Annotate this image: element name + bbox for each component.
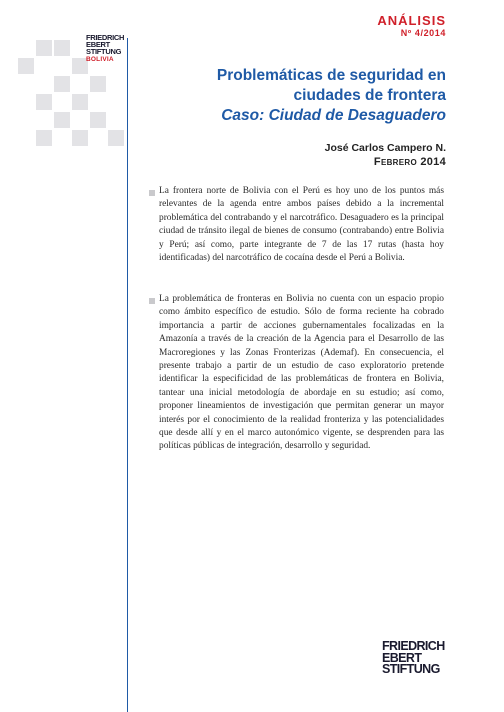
body-paragraph: La problemática de fronteras en Bolivia no cuenta con un espacio propio como ámbito específico de estudio. Sólo de forma reciente ha cobrado importancia a partir de acciones gubernamentales focalizadas en la Amazonía a través de la creación de la Agencia para el Desarrollo de las Macroregiones y las Zonas Fronterizas (Ademaf). En consecuencia, el presente trabajo a partir de un estudio de caso exploratorio pretende identificar la especificidad de las problemáticas de frontera en Bolivia, tantear una inicial metodología de abordaje en su estudio; así como, proponer lineamientos de investigación que permitan generar un mayor interés por el conocimiento de la realidad fronteriza y las potencialidades que desde allí y en el marco autonómico vigente, se desprenden para las políticas públicas de integración, desarrollo y seguridad. (159, 294, 444, 452)
decorative-square (18, 58, 34, 74)
logo-text-line: FRIEDRICH (382, 639, 445, 653)
decorative-square (72, 94, 88, 110)
title-line: Problemáticas de seguridad en (216, 67, 446, 84)
logo-text-line: STIFTUNG (382, 662, 440, 676)
series-number: Nº 4/2014 (400, 28, 446, 38)
vertical-rule (127, 38, 128, 712)
title-subtitle: Caso: Ciudad de Desaguadero (221, 107, 446, 124)
paragraph-bullet (149, 298, 155, 304)
decorative-square (36, 130, 52, 146)
series-name: ANÁLISIS (377, 13, 446, 28)
decorative-square (90, 112, 106, 128)
decorative-square (72, 130, 88, 146)
author-block (325, 141, 446, 169)
decorative-square (108, 130, 124, 146)
logo-text-line: EBERT (86, 40, 110, 49)
decorative-square (54, 76, 70, 92)
document-title (126, 66, 446, 126)
paragraph-bullet (149, 190, 155, 196)
author-name: José Carlos Campero N. (324, 142, 446, 154)
decorative-square (54, 40, 70, 56)
publication-date: Febrero 2014 (373, 156, 446, 168)
fes-logo-top (86, 34, 132, 63)
body-paragraph: La frontera norte de Bolivia con el Perú es hoy uno de los puntos más relevantes de la agenda entre ambos países debido a la incremental problemática del contrabando y el narcotráfico. Desaguadero es la principal ciudad de tránsito ilegal de bienes de consumo (contrabando) entre Bolivia y Perú; así como, parte integrante de 7 de las 17 rutas (hasta hoy identificadas) del narcotráfico de cocaína desde el Perú a Bolivia. (159, 186, 444, 264)
series-header (377, 14, 446, 39)
logo-text-line: STIFTUNG (86, 47, 122, 56)
title-line: ciudades de frontera (293, 87, 446, 104)
fes-logo-bottom (382, 641, 452, 676)
decorative-square (36, 40, 52, 56)
logo-subtitle: BOLIVIA (86, 56, 114, 63)
decorative-square (90, 76, 106, 92)
logo-text-line: EBERT (382, 650, 422, 665)
decorative-square (54, 112, 70, 128)
logo-text-line: FRIEDRICH (86, 33, 125, 42)
decorative-square (36, 94, 52, 110)
